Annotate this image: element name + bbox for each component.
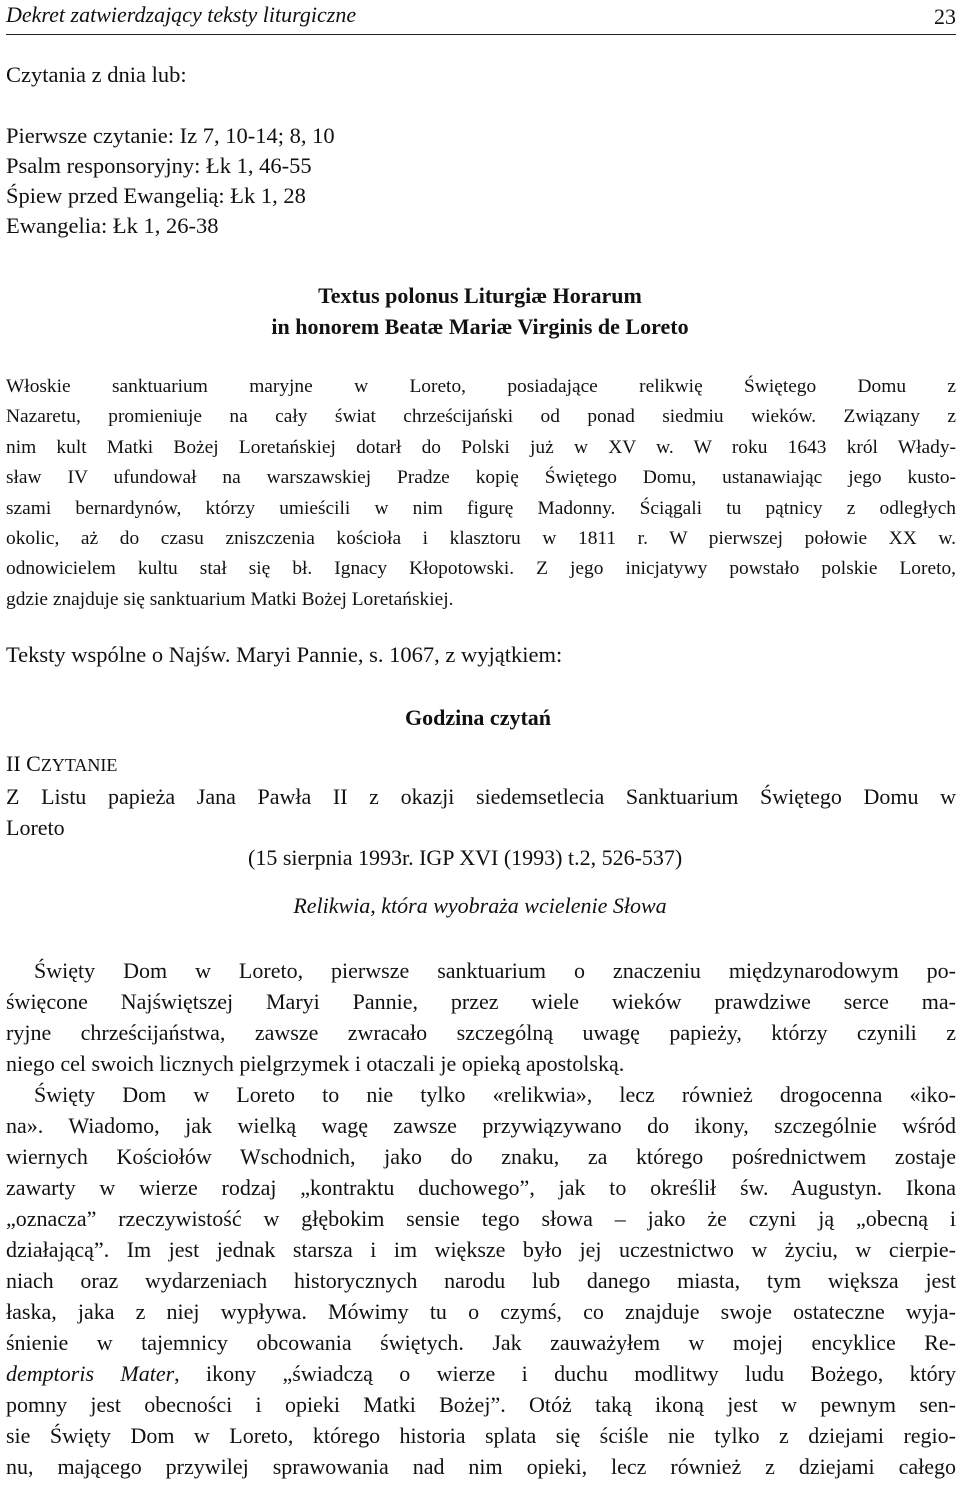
reading-label: II CZYTANIE bbox=[6, 751, 118, 776]
reading-heading: II CZYTANIE Z Listu papieża Jana Pawła II z okazji siedemsetlecia Sanktuarium Świętego Domu w Loreto bbox=[6, 748, 956, 843]
page-number: 23 bbox=[934, 4, 956, 29]
reading-line: Śpiew przed Ewangelią: Łk 1, 28 bbox=[6, 183, 306, 208]
reading-subtitle: Relikwia, która wyobraża wcielenie Słowa bbox=[293, 893, 667, 918]
readings-list bbox=[6, 121, 956, 241]
readings-intro: Czytania z dnia lub: bbox=[6, 62, 187, 87]
body-line: Święty Dom w Loreto, pierwsze sanktuarium o znaczeniu międzynarodowym po- bbox=[34, 958, 956, 983]
running-header bbox=[6, 0, 956, 35]
latin-title: Textus polonus Liturgiæ Horarum in honorem Beatæ Mariæ Virginis de Loreto bbox=[271, 283, 689, 339]
reading-source: Z Listu papieża Jana Pawła II z okazji siedemsetlecia Sanktuarium Świętego Domu w bbox=[6, 784, 956, 809]
body-line-italic: demptoris Mater, ikony „świadczą o wierze i duchu modlitwy ludu Bożego, który bbox=[6, 1361, 957, 1386]
intro-paragraph: Włoskie sanktuarium maryjne w Loreto, posiadające relikwię Świętego Domu z Nazaretu, promieniuje na cały świat chrześcijański od ponad siedmiu wieków. Związany z nim kult Matki Bożej Loretańskiej dotarł do Polski już w XV w. W roku 1643 król Włady- sław IV ufundował na warszawskiej Pradze kopię Świętego Domu, ustanawiając jego kusto- szami bernardynów, którzy umieścili w nim figurę Madonny. Ściągali tu pątnicy z odległych okolic, aż do czasu zniszczenia kościoła i klasztoru w 1811 r. W pierwszej połowie XX w. odnowicielem kultu stał się bł. Ignacy Kłopotowski. Z jego inicjatywy powstało polskie Loreto, gdzie znajduje się sanktuarium Matki Bożej Loretańskiej. bbox=[6, 376, 956, 610]
reading-citation: (15 sierpnia 1993r. IGP XVI (1993) t.2, 526-537) bbox=[248, 845, 683, 870]
running-title: Dekret zatwierdzający teksty liturgiczne bbox=[6, 2, 357, 27]
body-text: Święty Dom w Loreto, pierwsze sanktuarium o znaczeniu międzynarodowym po- święcone Najświętszej Maryi Pannie, przez wiele wieków prawdziwe serce ma- ryjne chrześcijaństwa, zawsze zwracało szczególną uwagę papieży, którzy czynili z niego cel swoich licznych pielgrzymek i otaczali je opieką apostolską. Święty Dom w Loreto to nie tylko «relikwia», lecz również drogocenna «iko- na». Wiadomo, jak wielką wagę zawsze przywiązywano do ikony, szczególnie wśród wiernych Kościołów Wschodnich, jako do znaku, za którego pośrednictwem zostaje zawarty w wierze rodzaj „kontraktu duchowego”, jak to określił św. Augustyn. Ikona „oznacza” rzeczywistość w głębokim sensie tego słowa – jako że czyni ją „obecną i działającą”. Im jest jednak starsza i im większe było jej uczestnictwo w życiu, w cierpie- niach oraz wydarzeniach historycznych narodu lub danego miasta, tym większa jest łaska, jaka z niej wypływa. Mówimy tu o czymś, co znajduje swoje ostateczne wyja- śnienie w tajemnicy obcowania świętych. Jak zauważyłem w mojej encyklice Re- demptoris Mater, ikony „świadczą o wierze i duchu modlitwy ludu Bożego, który pomny jest obecności i opieki Matki Bożej”. Otóż taką ikoną jest w pewnym sen- sie Święty Dom w Loreto, którego historia splata się ściśle nie tylko z dziejami regio- nu, mającego przywilej sprawowania nad nim opieki, lecz również z dziejami całego bbox=[6, 955, 956, 1482]
reading-line: Ewangelia: Łk 1, 26-38 bbox=[6, 213, 219, 238]
reading-line: Pierwsze czytanie: Iz 7, 10-14; 8, 10 bbox=[6, 123, 335, 148]
common-texts-note: Teksty wspólne o Najśw. Maryi Pannie, s. 1067, z wyjątkiem: bbox=[6, 642, 563, 667]
section-title: Godzina czytań bbox=[404, 705, 552, 730]
reading-line: Psalm responsoryjny: Łk 1, 46-55 bbox=[6, 153, 312, 178]
